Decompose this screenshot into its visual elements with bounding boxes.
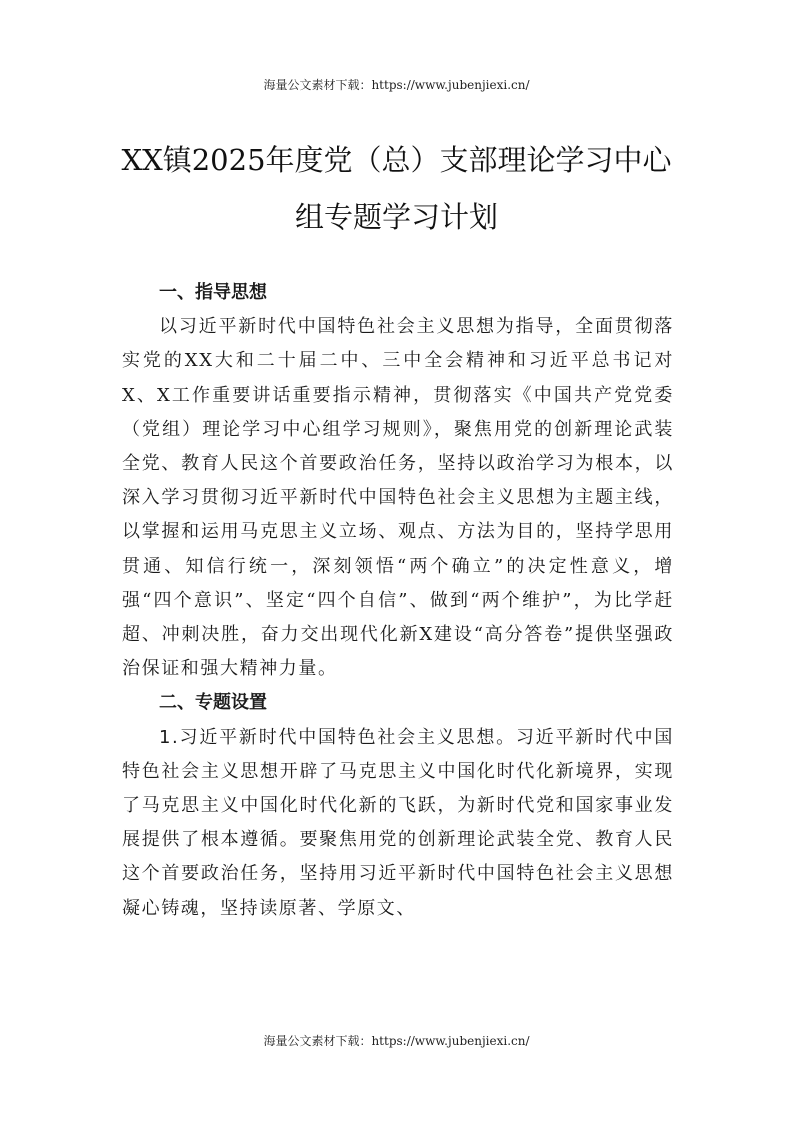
header-download-note: 海量公文素材下载：https://www.jubenjiexi.cn/ (263, 78, 530, 92)
document-body (122, 276, 674, 926)
title-line-2: 组专题学习计划 (294, 200, 498, 234)
title-line-1: XX镇2025年度党（总）支部理论学习中心 (121, 143, 672, 177)
section-heading-guiding-thought: 一、指导思想 (159, 282, 267, 303)
section-heading-topics: 二、专题设置 (159, 692, 267, 714)
topic-1-lead: 1.习近平新时代中国特色社会主义思想。 (159, 726, 516, 748)
paragraph-topic-1 (122, 721, 674, 926)
paragraph-guiding-thought: 以习近平新时代中国特色社会主义思想为指导，全面贯彻落实党的XX大和二十届二中、三中全会精神和习近平总书记对X、X工作重要讲话重要指示精神，贯彻落实《中国共产党党委（党组）理论学习中心组学习规则》，聚焦用党的创新理论武装全党、教育人民这个首要政治任务，坚持以政治学习为根本，以深入学习贯彻习近平新时代中国特色社会主义思想为主题主线，以掌握和运用马克思主义立场、观点、方法为目的，坚持学思用贯通、知信行统一，深刻领悟“两个确立”的决定性意义，增强“四个意识”、坚定“四个自信”、做到“两个维护”，为比学赶超、冲刺决胜，奋力交出现代化新X建设“高分答卷”提供坚强政治保证和强大精神力量。 (122, 316, 674, 680)
document-title (100, 132, 693, 246)
topic-1-body: 习近平新时代中国特色社会主义思想开辟了马克思主义中国化时代化新境界，实现了马克思主义中国化时代化新的飞跃，为新时代党和国家事业发展提供了根本遵循。要聚焦用党的创新理论武装全党、教育人民这个首要政治任务，坚持用习近平新时代中国特色社会主义思想凝心铸魂，坚持读原著、学原文、 (122, 726, 674, 919)
footer-download-note: 海量公文素材下载：https://www.jubenjiexi.cn/ (263, 1034, 530, 1048)
